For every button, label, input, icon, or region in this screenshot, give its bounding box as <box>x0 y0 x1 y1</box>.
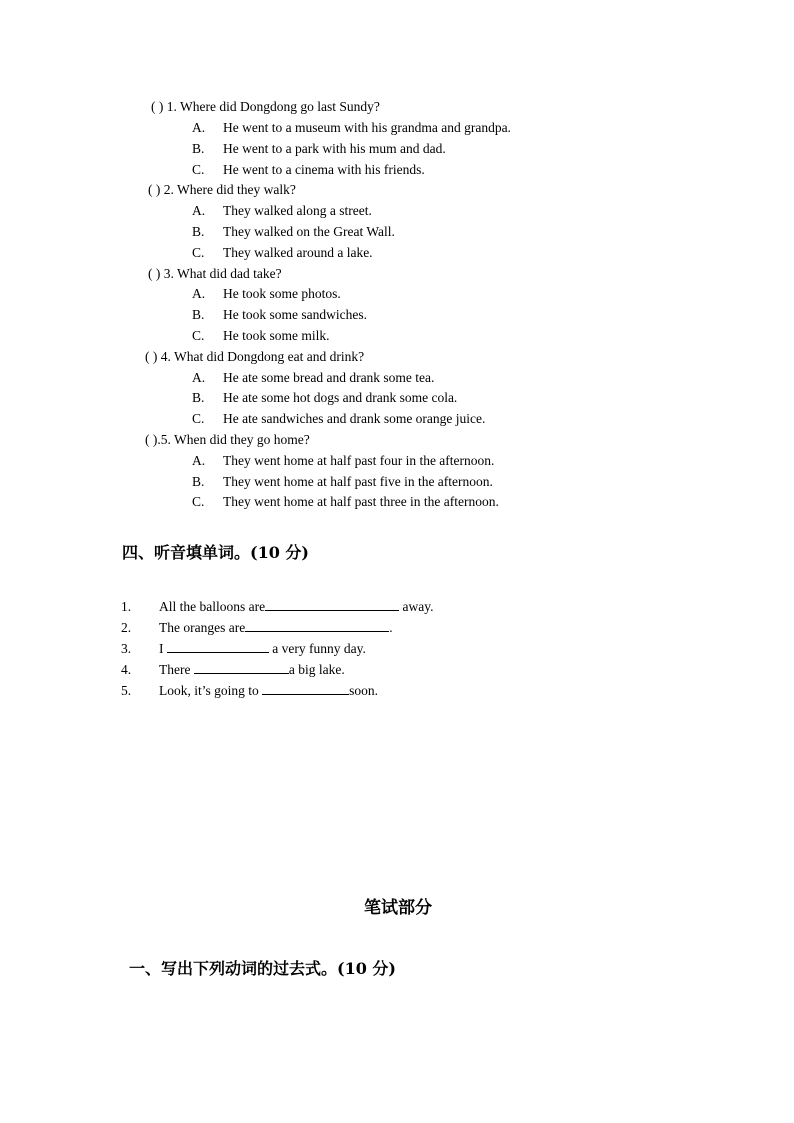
option-text: They walked along a street. <box>223 203 372 218</box>
fill-item-before: There <box>159 662 194 677</box>
fill-item-before: I <box>159 641 167 656</box>
written-part-title: 笔试部分 <box>364 898 432 918</box>
q3-option-c <box>192 328 330 344</box>
q5-option-b <box>192 474 493 490</box>
q1-option-a <box>192 120 511 136</box>
answer-blank-4[interactable] <box>194 661 289 674</box>
question-3 <box>148 266 282 282</box>
question-2 <box>148 182 296 198</box>
fill-item-number: 4. <box>121 662 132 677</box>
fill-item-number: 2. <box>121 620 132 635</box>
fill-item-3 <box>121 640 366 657</box>
option-text: He took some photos. <box>223 286 341 301</box>
option-letter: C. <box>192 162 205 177</box>
option-text: They went home at half past five in the afternoon. <box>223 474 493 489</box>
answer-blank-2[interactable] <box>245 619 389 632</box>
fill-item-4 <box>121 661 345 678</box>
option-letter: C. <box>192 245 205 260</box>
fill-item-2 <box>121 619 393 636</box>
option-text: He went to a park with his mum and dad. <box>223 141 446 156</box>
option-letter: A. <box>192 203 206 218</box>
option-text: He took some sandwiches. <box>223 307 367 322</box>
fill-item-number: 1. <box>121 599 132 614</box>
option-text: They went home at half past three in the afternoon. <box>223 494 499 509</box>
question-4-text: What did Dongdong eat and drink? <box>174 349 365 364</box>
fill-item-before: Look, it’s going to <box>159 683 263 698</box>
q1-option-b <box>192 141 446 157</box>
fill-item-after: a very funny day. <box>268 641 366 656</box>
fill-item-1 <box>121 598 433 615</box>
q2-option-b <box>192 224 395 240</box>
fill-item-after: . <box>389 620 393 635</box>
answer-blank-3[interactable] <box>167 640 269 653</box>
question-1-prefix: ( ) 1. <box>151 99 177 114</box>
q1-option-c <box>192 162 425 178</box>
option-letter: A. <box>192 286 206 301</box>
option-text: He ate some hot dogs and drank some cola. <box>223 390 458 405</box>
option-letter: C. <box>192 411 205 426</box>
option-letter: B. <box>192 307 205 322</box>
fill-item-after: away. <box>399 599 434 614</box>
q5-option-a <box>192 453 494 469</box>
question-3-prefix: ( ) 3. <box>148 266 174 281</box>
question-1 <box>151 99 380 115</box>
fill-item-after: soon. <box>349 683 379 698</box>
question-5 <box>145 432 310 448</box>
option-letter: B. <box>192 224 205 239</box>
option-text: They walked around a lake. <box>223 245 373 260</box>
fill-item-before: All the balloons are <box>159 599 266 614</box>
option-text: He ate some bread and drank some tea. <box>223 370 435 385</box>
fill-item-number: 5. <box>121 683 132 698</box>
q5-option-c <box>192 494 499 510</box>
question-5-prefix: ( ).5. <box>145 432 171 447</box>
question-3-text: What did dad take? <box>177 266 282 281</box>
written-section-1-heading: 一、写出下列动词的过去式。(10 分) <box>129 959 396 978</box>
option-letter: B. <box>192 390 205 405</box>
fill-item-before: The oranges are <box>159 620 246 635</box>
question-4-prefix: ( ) 4. <box>145 349 171 364</box>
question-1-text: Where did Dongdong go last Sundy? <box>180 99 380 114</box>
option-letter: A. <box>192 453 206 468</box>
q2-option-a <box>192 203 372 219</box>
q3-option-b <box>192 307 367 323</box>
option-letter: A. <box>192 120 206 135</box>
option-letter: C. <box>192 494 205 509</box>
question-2-prefix: ( ) 2. <box>148 182 174 197</box>
q4-option-a <box>192 370 434 386</box>
question-4 <box>145 349 364 365</box>
option-text: He went to a cinema with his friends. <box>223 162 425 177</box>
option-text: He took some milk. <box>223 328 330 343</box>
option-letter: A. <box>192 370 206 385</box>
fill-item-5 <box>121 682 378 699</box>
answer-blank-1[interactable] <box>265 598 399 611</box>
option-letter: B. <box>192 141 205 156</box>
option-letter: C. <box>192 328 205 343</box>
q4-option-c <box>192 411 485 427</box>
option-text: They walked on the Great Wall. <box>223 224 395 239</box>
fill-item-after: a big lake. <box>288 662 345 677</box>
section-4-heading: 四、听音填单词。(10 分) <box>122 543 309 562</box>
question-5-text: When did they go home? <box>174 432 310 447</box>
option-letter: B. <box>192 474 205 489</box>
answer-blank-5[interactable] <box>262 682 349 695</box>
q4-option-b <box>192 390 457 406</box>
q2-option-c <box>192 245 373 261</box>
q3-option-a <box>192 286 341 302</box>
question-2-text: Where did they walk? <box>177 182 296 197</box>
fill-item-number: 3. <box>121 641 132 656</box>
option-text: They went home at half past four in the afternoon. <box>223 453 495 468</box>
option-text: He ate sandwiches and drank some orange juice. <box>223 411 486 426</box>
option-text: He went to a museum with his grandma and grandpa. <box>223 120 511 135</box>
